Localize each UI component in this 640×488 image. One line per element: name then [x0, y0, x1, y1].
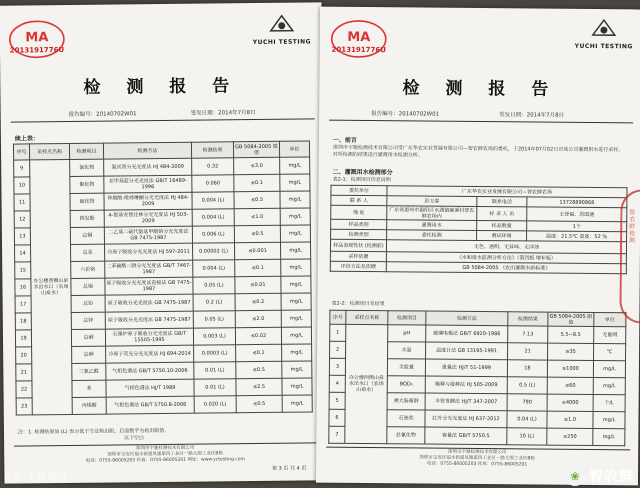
table-cell: 氟化物: [70, 176, 104, 193]
table-cell: 多管发酵法 HJ/T 347-2007: [425, 393, 507, 411]
table-cell: 7: [329, 426, 345, 443]
table-cell: 气相色谱法 GB/T 5750.10-2006: [106, 362, 194, 380]
table-cell: 0.004 (L): [192, 209, 234, 226]
info-value: 委托检测: [387, 230, 477, 241]
info-label: 采样依据: [330, 251, 386, 261]
table-cell: 冷原子荧光分光光度法 HJ 694-2014: [106, 345, 194, 363]
watermark-text: 智农鲜: [589, 469, 634, 485]
table-cell: 6: [329, 409, 345, 426]
table-cell: 21: [16, 364, 32, 381]
table-cell: ≤0.001: [235, 242, 281, 259]
cma-stamp: [8, 19, 66, 60]
table-cell: 20: [16, 347, 32, 364]
table-cell: 总汞: [71, 244, 105, 261]
table-cell: mg/L: [282, 344, 312, 361]
col-header: 单位: [594, 313, 626, 327]
table-cell: ≤35: [548, 343, 594, 360]
footer-contact: 电话：0755-86005203 传真：0755-86005201 网址：www.yctesting.com: [85, 457, 245, 464]
table-cell: 气相色谱法 GB/T 5750.8-2006: [106, 396, 194, 414]
info-value: 王登福、洪国通: [527, 207, 627, 222]
col-header: GB 5084-2005 限值: [549, 313, 593, 326]
leaf-icon: ❀: [565, 466, 585, 486]
col-header: 采样点名称: [29, 143, 69, 159]
report-page-1: [316, 7, 640, 486]
table-cell: ℃: [594, 344, 626, 361]
col-header: 检测方法: [103, 142, 191, 159]
table-cell: 六价铬: [71, 261, 105, 278]
issue-date: 签发日期：2014年7月8日: [499, 112, 565, 119]
table-cell: mg/L: [280, 191, 310, 208]
table-cell: ≤0.1: [235, 259, 281, 276]
sampling-site-cell: 办公楼西侧山泉水出水口（农场山泉水）: [30, 159, 73, 414]
table-cell: 11: [14, 194, 30, 211]
table-cell: 21: [508, 343, 548, 360]
footer-address: 深圳市宝安区福永街道凤凰第四工业区一路大围工业区B栋: [107, 451, 224, 458]
table-cell: 个/L: [593, 395, 625, 412]
col-header: 序号: [13, 144, 29, 160]
table-cell: 15: [15, 262, 31, 279]
table-cell: ≤1.0: [234, 208, 280, 225]
col-header: 检测方法: [426, 311, 508, 326]
table-row: [330, 324, 626, 344]
sample-info-table: [330, 185, 628, 275]
info-value: 广东华农实业发展有限公司—智农鲜农场: [387, 186, 627, 198]
page-number: 第 3 页 共 4 页: [272, 465, 307, 472]
col-header: 检测项目: [69, 143, 103, 159]
info-label: 评价方法及依据: [330, 261, 386, 271]
table-cell: 0.01 (L): [194, 362, 236, 379]
table-cell: 17: [15, 296, 31, 313]
table-cell: mg/L: [281, 276, 311, 293]
table-cell: 氰试剂分光光度法 HJ 484-2009: [104, 158, 192, 176]
table-cell: 无量纲: [594, 327, 626, 344]
table-cell: mg/L: [280, 225, 310, 242]
table-cell: mg/L: [282, 378, 312, 395]
table-cell: mg/L: [280, 242, 310, 259]
table-cell: 总硒: [71, 329, 105, 346]
info-value: 《水和废水监测分析方法》（第四版 增补版）: [386, 252, 626, 264]
table-cell: 0.020 (L): [194, 396, 236, 413]
col-header: 序号: [330, 310, 346, 324]
info-label: 委托单位: [331, 185, 387, 195]
table-cell: ≤0.5: [236, 395, 282, 412]
table-cell: 石油类: [387, 410, 425, 427]
table-cell: 硫化物: [70, 193, 104, 210]
info-value: 无色、透明、无异味、无浮油: [386, 240, 626, 254]
sampling-site-cell: 办公楼西侧山泉水出水口（农场山泉水）: [345, 324, 388, 443]
results-table: [328, 310, 626, 447]
table-cell: mg/L: [281, 293, 311, 310]
table-cell: 10: [14, 177, 30, 194]
report-number: 报告编号：20140702W01: [68, 111, 137, 118]
table-cell: ≤60: [547, 377, 593, 394]
table-cell: 1: [330, 324, 346, 341]
footer-company: 深圳市宇驰检测技术有限公司: [447, 449, 507, 456]
table-cell: 苯: [72, 380, 106, 397]
col-header: 检测结果: [508, 312, 548, 326]
table-cell: 0.004 (L): [193, 260, 235, 277]
table-cell: 总镉: [71, 278, 105, 295]
table-cell: 23: [16, 398, 32, 415]
table-cell: ≤0.1: [234, 174, 280, 191]
table-cell: 13: [14, 228, 30, 245]
info-label: 联系电话: [477, 196, 527, 206]
table-cell: 19: [15, 330, 31, 347]
table-cell: mg/L: [282, 395, 312, 412]
table-cell: 0.5 (L): [507, 377, 547, 394]
table-cell: pH: [388, 325, 426, 342]
col-header: GB 5084-2005 限值: [233, 141, 279, 157]
table-cell: 异烟酸-吡唑啉酮分光光度法 HJ 484-2009: [104, 192, 192, 210]
table-cell: 粪大肠菌群: [387, 393, 425, 410]
table-cell: 重量法 HJ/T 51-1999: [425, 359, 507, 377]
table-cell: 三氯乙醛: [72, 363, 106, 380]
table-cell: 原子吸收分光光度法直接法 GB 7475-1987: [105, 277, 193, 295]
table-cell: 总铅: [71, 295, 105, 312]
info-value: 彭万春: [387, 196, 477, 207]
table-cell: 22: [16, 381, 32, 398]
section-preface: 一、前言: [332, 136, 357, 144]
header-rule: [329, 120, 633, 124]
table-cell: 原子吸收分光光度法 GB 7475-1987: [105, 311, 193, 329]
table-cell: 4: [329, 375, 345, 392]
table-cell: mg/L: [281, 327, 311, 344]
table-cell: 挥发酚: [70, 210, 104, 227]
table-cell: ≤0.5: [236, 361, 282, 378]
table-cell: 2: [330, 341, 346, 358]
table-cell: ≤0.5: [234, 225, 280, 242]
table-note: 注：1. 检测结果加 (L) 表示低于方法检出限，后面数字为检出限值。: [17, 427, 170, 436]
info-label: 样 采 人 员: [477, 206, 527, 220]
info-label: 检测类别: [331, 229, 387, 239]
results-table: [13, 140, 313, 415]
table-cell: 5: [329, 392, 345, 409]
table-cell: mg/L: [281, 259, 311, 276]
table-cell: ≤0.2: [235, 293, 281, 310]
stamp-code: 2013191776U: [331, 45, 386, 55]
info-value: 13728890868: [527, 197, 627, 208]
table-cell: 4-氨基安替比林分光光度法 HJ 503-2009: [104, 209, 192, 227]
table-cell: 温度计法 GB 13195-1991: [426, 342, 508, 360]
table-cell: 3: [329, 358, 345, 375]
table-cell: ≤0.5: [234, 191, 280, 208]
col-header: 检测项目: [388, 311, 426, 325]
table-cell: 原子吸收分光光度法 GB 7475-1987: [105, 294, 193, 312]
issue-date: 签发日期：2014年7月8日: [190, 110, 256, 117]
report-title: 检 测 报 告: [402, 78, 559, 100]
table-cell: 0.00002 (L): [193, 243, 235, 260]
table-cell: 790: [507, 394, 547, 411]
table-cell: mg/L: [280, 174, 310, 191]
table-cell: 总氰化物: [387, 427, 425, 444]
info-label: 样品数量: [477, 220, 527, 230]
table-cell: 容量法 GB/T 5750.5: [425, 427, 507, 445]
table1-caption: 表2-1：检测项目信息说明: [332, 176, 391, 184]
table-cell: 氰化物: [70, 159, 104, 176]
table-cell: 16: [15, 279, 31, 296]
table-cell: 7.13: [508, 326, 548, 343]
table-cell: 12: [14, 211, 30, 228]
info-label: 地 址: [331, 205, 387, 219]
table-cell: mg/L: [593, 378, 625, 395]
table-cell: mg/L: [593, 429, 625, 446]
table-cell: 红外分光光度法 HJ 637-2012: [425, 410, 507, 428]
report-page-3: [0, 2, 326, 483]
table-cell: 总锌: [71, 312, 105, 329]
table-cell: mg/L: [280, 208, 310, 225]
footer-company: 深圳市宇驰检测技术有限公司: [135, 445, 195, 452]
info-value: 灌溉用水: [387, 220, 477, 231]
table-cell: mg/L: [280, 157, 310, 174]
report-number: 报告编号：20140702W01: [371, 111, 440, 118]
yuchi-logo: YUCHI TESTING: [574, 17, 634, 52]
table-cell: ≤2.5: [236, 378, 282, 395]
table-cell: 丙烯醛: [72, 397, 106, 414]
preface-text: 深圳市宇驰检测技术有限公司受广东华农实业发展有限公司—智农鲜农场的委托，于2014年07月02日对该公司灌溉用水进行采样，对所检测的结果进行灌溉用水检测分析。: [332, 144, 624, 159]
table-cell: 0.0003 (L): [194, 345, 236, 362]
table-cell: ≤1000: [547, 360, 593, 377]
stamp-code: 2013191776U: [9, 46, 65, 55]
table-cell: ≤250: [547, 428, 593, 445]
table-cell: ≤0.01: [235, 276, 281, 293]
table-cell: ≤0.1: [236, 344, 282, 361]
table-cell: 0.01 (L): [194, 379, 236, 396]
info-value: 温度：21.5℃ 湿度：52 %: [527, 231, 627, 242]
table-cell: 0.32: [192, 158, 234, 175]
info-value: GB 5084-2005 《农田灌溉水质标准》: [386, 262, 626, 274]
table-cell: 气相色谱法 HJ/T 1989: [106, 379, 194, 397]
table-cell: ≤0.02: [235, 327, 281, 344]
table-cell: 水温: [388, 342, 426, 359]
continued-label: 续上表：: [14, 135, 39, 143]
table-cell: mg/L: [593, 412, 625, 429]
table-cell: 0.060: [192, 175, 234, 192]
svg-text:MA: MA: [347, 29, 371, 46]
table-cell: 0.006 (L): [192, 226, 234, 243]
col-header: 采样点名称: [346, 310, 388, 324]
table-cell: 0.04 (L): [507, 411, 547, 428]
header-rule: [11, 118, 315, 122]
info-label: 样品表观性状 (检测前): [330, 239, 386, 251]
table-cell: 稀释与接种法 HJ 505-2009: [425, 376, 507, 394]
table-cell: mg/L: [281, 310, 311, 327]
footer-contact: 电话：0755-86005203 传真：0755-86005201: [426, 461, 528, 468]
table-cell: 总铜: [70, 227, 104, 244]
table-cell: 亚甲基蓝分光光度法 GB/T 16489-1996: [104, 175, 192, 193]
table-cell: 0.004 (L): [192, 192, 234, 209]
table2-caption: 表2-2：检测项目及结果: [331, 300, 385, 308]
info-row: [330, 261, 626, 274]
table-cell: 0.05 (L): [193, 311, 235, 328]
blank-below: 以下空白: [124, 435, 145, 442]
table-cell: 0.2 (L): [193, 294, 235, 311]
table-cell: ≤3.0: [234, 157, 280, 174]
watermark-brand: [565, 466, 634, 486]
yuchi-logo-icon: [268, 13, 296, 35]
table-cell: 二苯碳酰二肼分光光度法 GB/T 7467-1987: [105, 260, 193, 278]
table-cell: 0.05 (L): [193, 277, 235, 294]
cma-stamp: [330, 19, 388, 60]
watermark-left: K © 大救驾国: [4, 473, 67, 484]
col-header: 单位: [279, 141, 309, 157]
table-cell: 18: [507, 360, 547, 377]
table-cell: 石墨炉原子吸收分光光度法 GB/T 15505-1995: [105, 328, 193, 346]
table-cell: ≤1.0: [547, 411, 593, 428]
info-value: 1个: [527, 221, 627, 232]
info-label: 联 系 人: [331, 195, 387, 205]
table-cell: 全盐量: [387, 359, 425, 376]
table-cell: ≤4000: [547, 394, 593, 411]
report-title: 检 测 报 告: [83, 76, 240, 98]
table-cell: mg/L: [282, 361, 312, 378]
table-cell: 二乙基二硫代氨基甲酸钠分光光度法 GB 7475-1987: [104, 226, 192, 244]
table-cell: 0.003 (L): [193, 328, 235, 345]
table-cell: 18: [15, 313, 31, 330]
table-cell: 9: [14, 160, 30, 177]
yuchi-logo: YUCHI TESTING: [252, 12, 312, 47]
section-irrigation: 二、灌溉用水检测部分: [332, 168, 393, 177]
svg-text:MA: MA: [25, 30, 49, 46]
table-cell: 玻璃电极法 GB/T 6920-1986: [426, 325, 508, 343]
info-label: 测试环境: [477, 230, 527, 240]
col-header: 检测结果: [191, 142, 233, 158]
table-cell: ≤2.0: [235, 310, 281, 327]
info-value: 广东省惠州市惠阳区永湖镇麻溪村智农鲜农场内: [387, 206, 477, 221]
table-cell: mg/L: [593, 361, 625, 378]
table-cell: 总砷: [72, 346, 106, 363]
info-label: 样品类别: [331, 219, 387, 229]
seal-text: 智农鲜检测: [629, 209, 636, 245]
footer-address: 深圳市宝安区福永街道凤凰第四工业区一路大围工业区B栋: [419, 455, 535, 462]
table-cell: 14: [15, 245, 31, 262]
table-cell: 5.5~8.5: [548, 326, 594, 343]
table-cell: 冷原子吸收分光光度法 HJ 597-2011: [105, 243, 193, 261]
table-cell: 10 (L): [507, 428, 547, 445]
yuchi-logo-icon: [590, 17, 618, 39]
table-cell: BOD₅: [387, 376, 425, 393]
